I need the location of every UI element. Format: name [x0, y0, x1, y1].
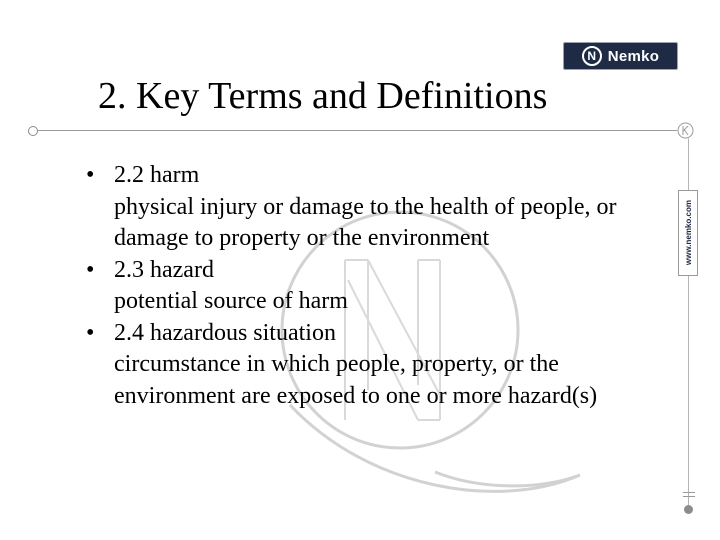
title-rule	[34, 130, 684, 131]
bullet-icon: •	[86, 162, 95, 188]
term-definition: potential source of harm	[114, 288, 348, 314]
side-url-box	[678, 190, 698, 276]
nemko-logo	[563, 42, 678, 70]
slide-title: 2. Key Terms and Definitions	[98, 75, 548, 117]
term-definition: circumstance in which people, property, or the environment are exposed to one or more hazard(s)	[114, 351, 598, 409]
bullet-icon: •	[86, 256, 95, 283]
side-url: www.nemko.com	[683, 200, 693, 266]
side-tick	[683, 492, 695, 493]
nemko-logo-mark-icon: N	[582, 46, 602, 66]
bullet-icon: •	[86, 319, 95, 346]
rule-end-circle-icon	[28, 126, 38, 136]
list-item	[86, 318, 646, 413]
term-definition: physical injury or damage to the health of people, or damage to property or the environment	[114, 193, 617, 251]
side-tick	[683, 496, 695, 497]
nemko-logo-text: Nemko	[607, 47, 660, 65]
term-label: 2.4 hazardous situation	[114, 319, 336, 346]
term-label: 2.2 harm	[114, 162, 200, 188]
list-item	[86, 160, 646, 255]
list-item	[86, 255, 646, 318]
side-dot-icon	[684, 505, 693, 514]
term-label: 2.3 hazard	[114, 256, 214, 283]
side-ring-icon	[677, 122, 694, 139]
definitions-list	[86, 160, 646, 412]
